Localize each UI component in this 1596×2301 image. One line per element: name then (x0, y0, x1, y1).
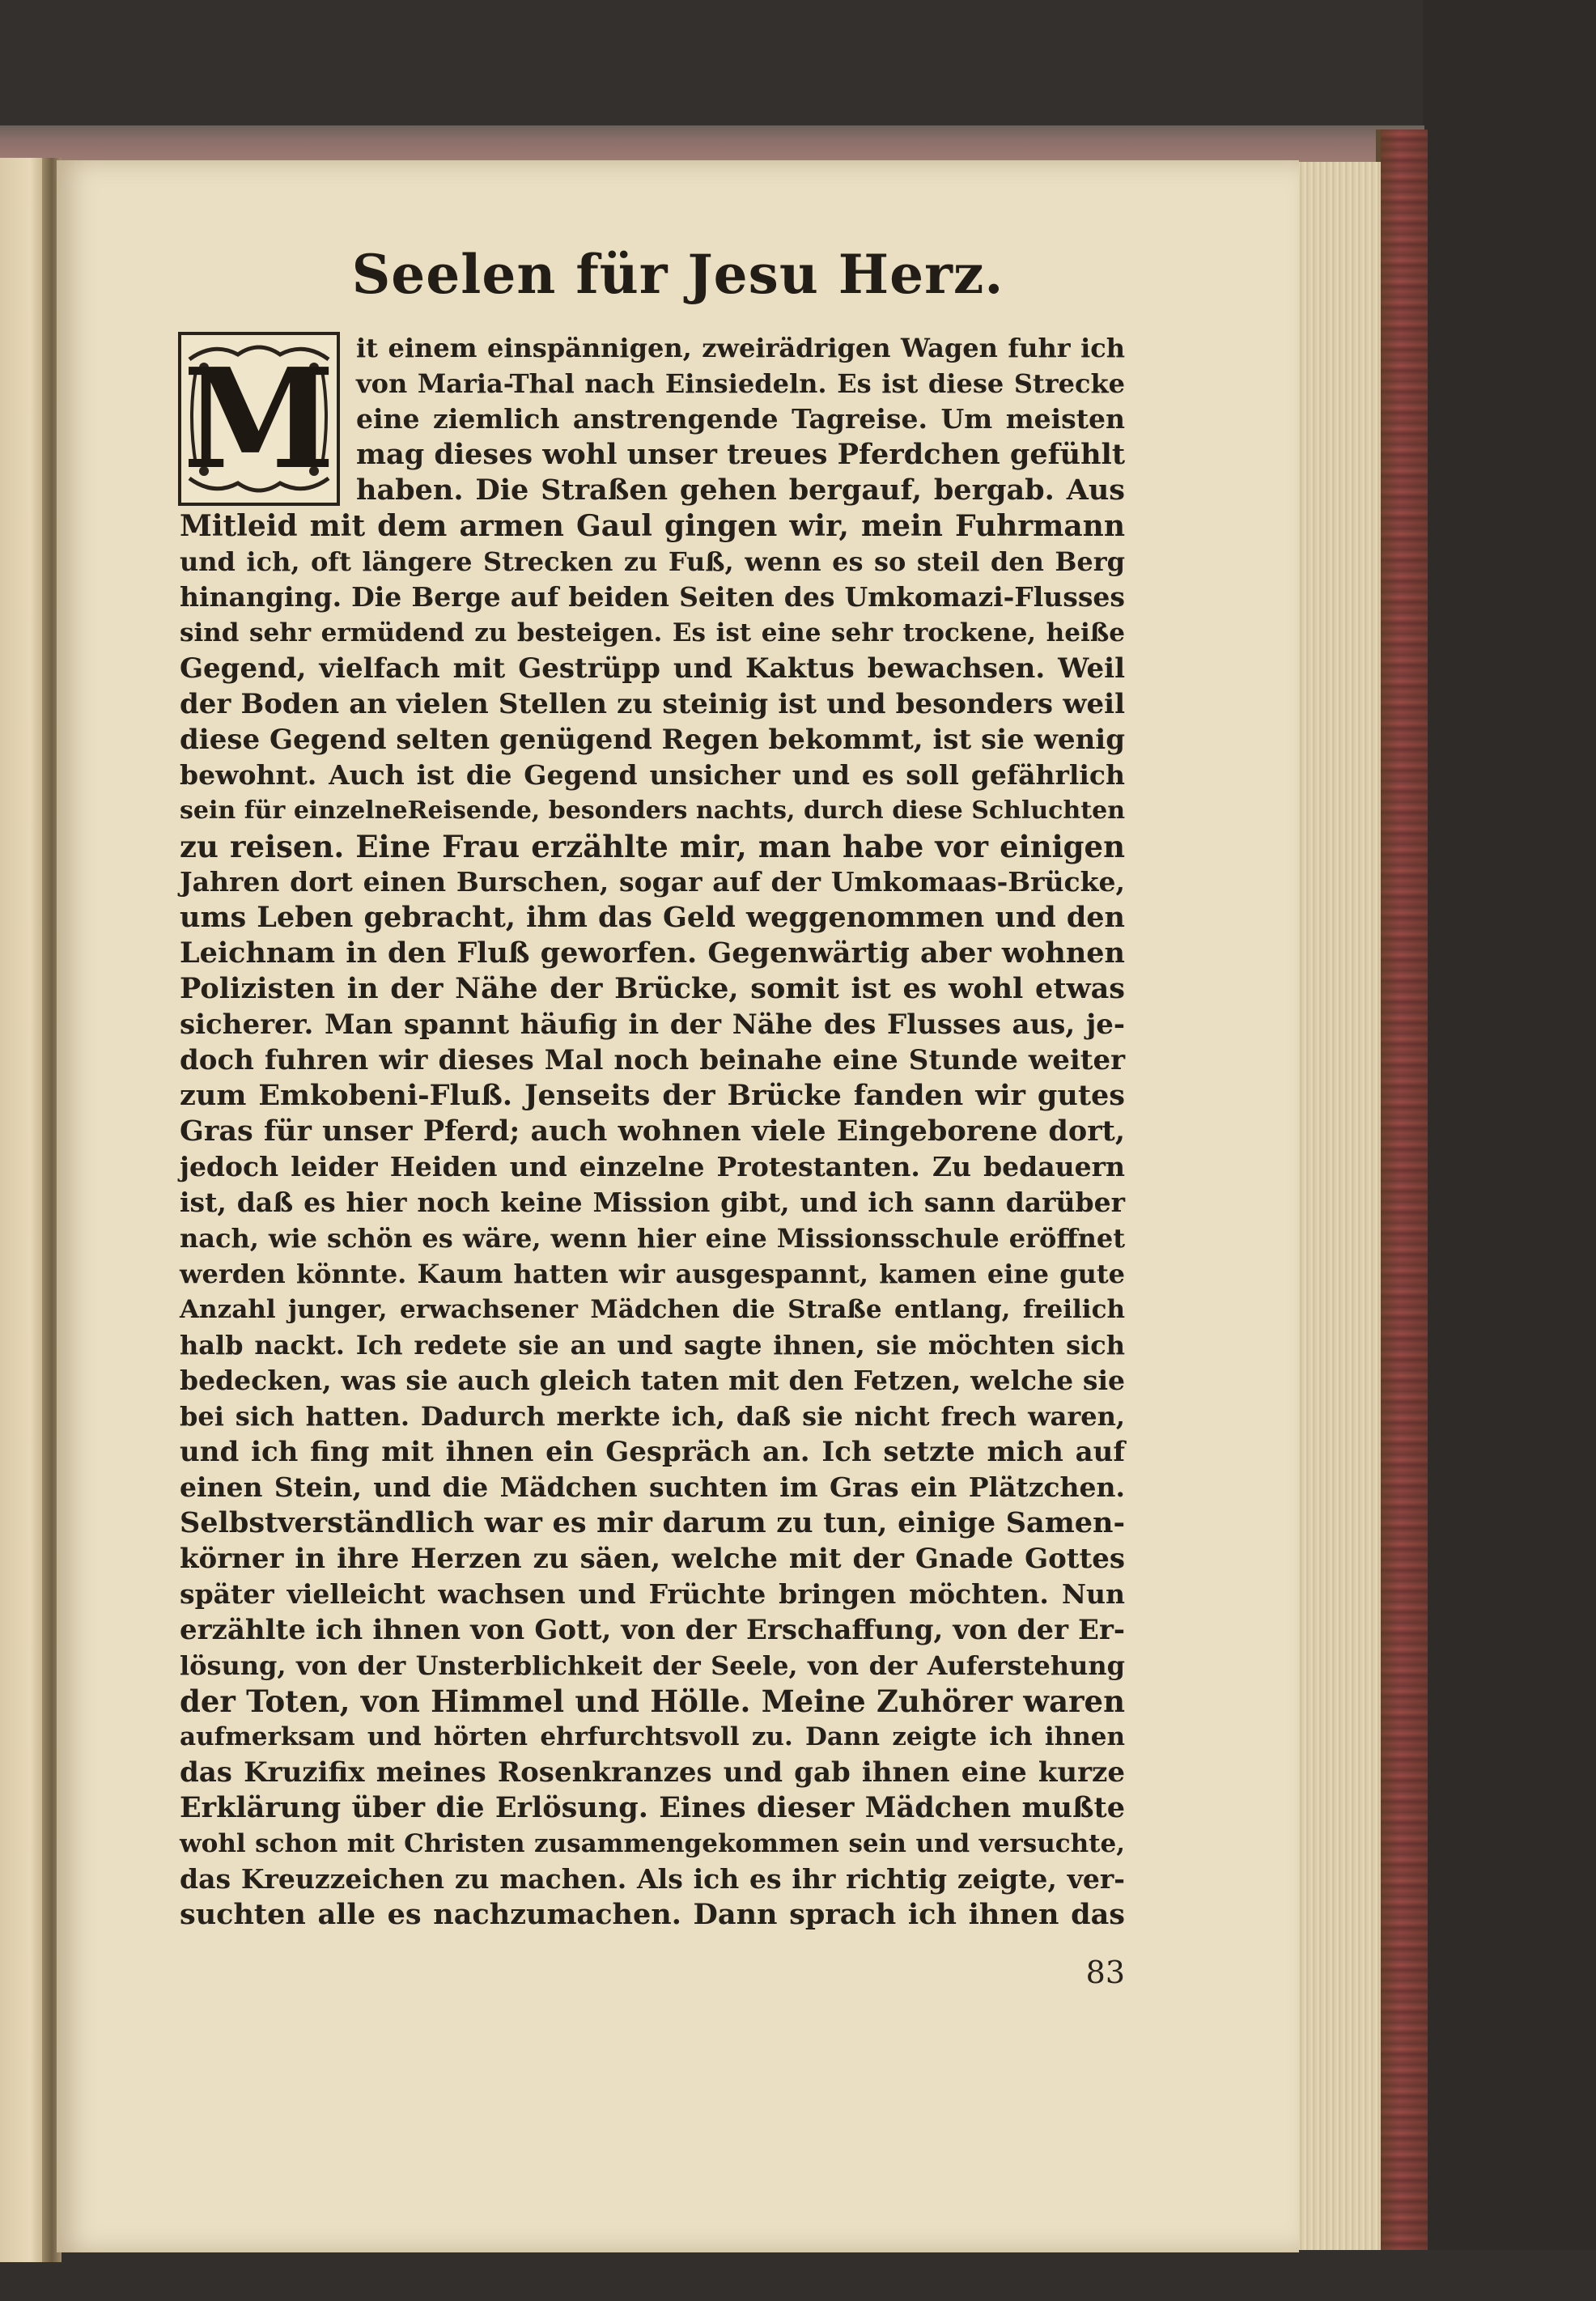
text-line: das Kruzifix meines Rosenkranzes und gab ihnen eine kurze (180, 1756, 1125, 1789)
text-line: sind sehr ermüdend zu besteigen. Es ist eine sehr trockene, heiße (180, 618, 1125, 647)
text-line: Leichnam in den Fluß geworfen. Gegenwärtig aber wohnen (180, 936, 1125, 970)
text-line: it einem einspännigen, zweirädrigen Wagen fuhr ich (356, 333, 1125, 363)
page-block-edges (1295, 162, 1381, 2250)
text-line: Jahren dort einen Burschen, sogar auf der Umkomaas-Brücke, (180, 866, 1125, 898)
text-line: Gras für unser Pferd; auch wohnen viele Eingeborene dort, (180, 1114, 1125, 1148)
chapter-title: Seelen für Jesu Herz. (351, 243, 1004, 306)
text-line: einen Stein, und die Mädchen suchten im Gras ein Plätzchen. (180, 1471, 1125, 1503)
text-line: sicherer. Man spannt häufig in der Nähe des Flusses aus, je- (180, 1008, 1125, 1041)
text-line: sein für einzelneReisende, besonders nachts, durch diese Schluchten (180, 796, 1125, 825)
text-line: werden könnte. Kaum hatten wir ausgespannt, kamen eine gute (180, 1259, 1125, 1289)
text-line: und ich fing mit ihnen ein Gespräch an. Ich setzte mich auf (180, 1436, 1125, 1468)
text-line: halb nackt. Ich redete sie an und sagte ihnen, sie möchten sich (180, 1330, 1125, 1361)
text-line: Selbstverständlich war es mir darum zu tun, einige Samen- (180, 1506, 1125, 1539)
text-line: und ich, oft längere Strecken zu Fuß, wenn es so steil den Berg (180, 546, 1125, 577)
text-line: suchten alle es nachzumachen. Dann sprach ich ihnen das (180, 1898, 1125, 1931)
background-bottom (0, 2250, 1596, 2301)
background-top (0, 0, 1596, 138)
text-line: zum Emkobeni-Fluß. Jenseits der Brücke fanden wir gutes (180, 1079, 1125, 1112)
text-line: Gegend, vielfach mit Gestrüpp und Kaktus bewachsen. Weil (180, 652, 1125, 685)
drop-cap-letter: M (182, 338, 336, 500)
page-number: 83 (1085, 1955, 1125, 1990)
text-line: bei sich hatten. Dadurch merkte ich, daß sie nicht frech waren, (180, 1401, 1125, 1432)
text-line: von Maria-Thal nach Einsiedeln. Es ist diese Strecke (356, 368, 1125, 399)
text-line: mag dieses wohl unser treues Pferdchen gefühlt (356, 438, 1126, 471)
book-cover-right-edge (1376, 129, 1428, 2250)
text-line: nach, wie schön es wäre, wenn hier eine Missionsschule eröffnet (180, 1223, 1125, 1254)
text-line: bedecken, was sie auch gleich taten mit den Fetzen, welche sie (180, 1365, 1125, 1396)
text-line: erzählte ich ihnen von Gott, von der Erschaffung, von der Er- (180, 1614, 1125, 1646)
text-line: doch fuhren wir dieses Mal noch beinahe eine Stunde weiter (180, 1044, 1125, 1076)
drop-cap (178, 332, 340, 506)
text-line: Erklärung über die Erlösung. Eines dieser Mädchen mußte (180, 1791, 1125, 1824)
text-line: körner in ihre Herzen zu säen, welche mit der Gnade Gottes (180, 1543, 1125, 1575)
text-line: haben. Die Straßen gehen bergauf, bergab. Aus (356, 473, 1125, 507)
text-line: bewohnt. Auch ist die Gegend unsicher und es soll gefährlich (180, 759, 1125, 791)
text-line: hinanging. Die Berge auf beiden Seiten des Umkomazi-Flusses (180, 581, 1125, 613)
book-cover-top-edge (0, 125, 1424, 162)
text-line: aufmerksam und hörten ehrfurchtsvoll zu. Dann zeigte ich ihnen (180, 1722, 1125, 1751)
text-line: eine ziemlich anstrengende Tagreise. Um meisten (356, 403, 1125, 435)
text-line: wohl schon mit Christen zusammengekommen sein und versuchte, (180, 1829, 1125, 1858)
text-line: der Boden an vielen Stellen zu steinig ist und besonders weil (180, 688, 1125, 720)
text-line: diese Gegend selten genügend Regen bekommt, ist sie wenig (180, 724, 1125, 756)
text-line: später vielleicht wachsen und Früchte bringen möchten. Nun (180, 1578, 1125, 1610)
text-line: Mitleid mit dem armen Gaul gingen wir, mein Fuhrmann (180, 509, 1125, 543)
text-line: zu reisen. Eine Frau erzählte mir, man habe vor einigen (180, 829, 1125, 864)
text-line: ums Leben gebracht, ihm das Geld weggenommen und den (180, 901, 1125, 934)
background-right (1423, 0, 1596, 2301)
text-line: ist, daß es hier noch keine Mission gibt, und ich sann darüber (180, 1187, 1125, 1218)
text-line: das Kreuzzeichen zu machen. Als ich es ihr richtig zeigte, ver- (180, 1863, 1125, 1895)
text-line: lösung, von der Unsterblichkeit der Seele, von der Auferstehung (180, 1650, 1125, 1681)
text-line: jedoch leider Heiden und einzelne Protestanten. Zu bedauern (180, 1151, 1125, 1182)
text-line: Polizisten in der Nähe der Brücke, somit ist es wohl etwas (180, 972, 1125, 1005)
text-line: der Toten, von Himmel und Hölle. Meine Zuhörer waren (180, 1683, 1125, 1719)
text-line: Anzahl junger, erwachsener Mädchen die Straße entlang, freilich (180, 1295, 1125, 1324)
